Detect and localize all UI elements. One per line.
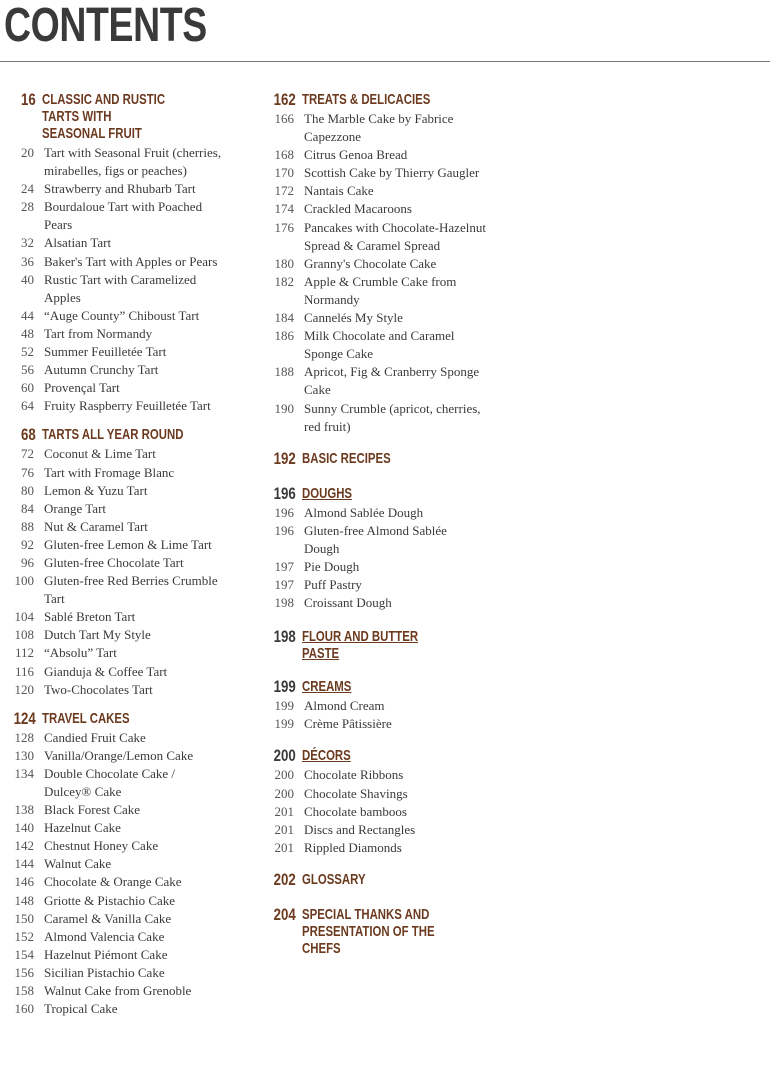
toc-entry[interactable] [0, 681, 255, 699]
entry-page-number: 182 [274, 273, 294, 289]
toc-entry[interactable] [0, 910, 255, 928]
entry-title: Alsatian Tart [44, 235, 112, 251]
entry-page-number: 64 [21, 398, 34, 414]
entry-title: Tart with Seasonal Fruit (cherries, mirabelles, figs or peaches) [44, 145, 222, 179]
toc-entry[interactable] [258, 164, 498, 182]
toc-entry[interactable] [258, 785, 498, 803]
entry-title: Griotte & Pistachio Cake [44, 892, 176, 908]
entry-title: Chocolate Shavings [304, 785, 408, 801]
entry-page-number: 88 [21, 518, 34, 534]
section-page-number: 199 [273, 677, 296, 697]
entry-list [258, 110, 498, 436]
toc-entry[interactable] [258, 839, 498, 857]
entry-title: Bourdaloue Tart with Poached Pears [44, 199, 203, 233]
entry-page-number: 52 [21, 344, 34, 360]
entry-title: Candied Fruit Cake [44, 729, 146, 745]
entry-title: Chestnut Honey Cake [44, 838, 159, 854]
toc-entry[interactable] [0, 572, 255, 608]
entry-title: Lemon & Yuzu Tart [44, 482, 148, 498]
section-title: TREATS & DELICACIES [302, 91, 431, 108]
toc-entry[interactable] [258, 803, 498, 821]
toc-section [258, 906, 498, 957]
toc-entry[interactable] [0, 663, 255, 681]
entry-page-number: 198 [274, 595, 294, 611]
toc-entry[interactable] [258, 255, 498, 273]
entry-page-number: 172 [274, 183, 294, 199]
page-title: CONTENTS [4, 0, 207, 52]
entry-title: Double Chocolate Cake / Dulcey® Cake [44, 765, 176, 799]
entry-page-number: 134 [14, 765, 34, 781]
toc-entry[interactable] [0, 518, 255, 536]
section-heading[interactable] [258, 485, 498, 502]
section-title: DOUGHS [302, 484, 353, 502]
section-heading[interactable] [0, 426, 255, 443]
entry-page-number: 100 [14, 573, 34, 589]
left-column [0, 91, 255, 1029]
section-title: GLOSSARY [302, 870, 366, 888]
entry-title: Gianduja & Coffee Tart [44, 663, 168, 679]
entry-page-number: 196 [274, 522, 294, 538]
section-title: BASIC RECIPES [302, 449, 391, 467]
entry-title: Scottish Cake by Thierry Gaugler [304, 165, 480, 181]
entry-title: Puff Pastry [304, 577, 362, 593]
toc-entry[interactable] [258, 182, 498, 200]
section-title: TRAVEL CAKES [42, 709, 130, 727]
section-page-number: 198 [273, 627, 296, 647]
entry-title: Black Forest Cake [44, 802, 141, 818]
toc-entry[interactable] [0, 500, 255, 518]
toc-entry[interactable] [258, 327, 498, 363]
entry-title: Apricot, Fig & Cranberry Sponge Cake [304, 364, 480, 398]
section-heading[interactable] [258, 871, 498, 888]
section-title: CLASSIC AND RUSTIC TARTS WITH SEASONAL FRUIT [42, 91, 166, 142]
entry-title: Citrus Genoa Bread [304, 147, 408, 163]
toc-entry[interactable] [0, 747, 255, 765]
entry-title: Baker's Tart with Apples or Pears [44, 253, 218, 269]
toc-entry[interactable] [0, 343, 255, 361]
entry-title: Tart from Normandy [44, 325, 153, 341]
entry-title: Discs and Rectangles [304, 821, 416, 837]
entry-list [0, 144, 255, 415]
entry-page-number: 197 [274, 558, 294, 574]
entry-title: Almond Sablée Dough [304, 504, 424, 520]
toc-entry[interactable] [0, 819, 255, 837]
toc-entry[interactable] [258, 219, 498, 255]
entry-title: Caramel & Vanilla Cake [44, 910, 172, 926]
section-page-number: 200 [273, 746, 296, 766]
entry-page-number: 152 [14, 928, 34, 944]
entry-title: Chocolate Ribbons [304, 767, 404, 783]
entry-page-number: 128 [14, 729, 34, 745]
entry-list [258, 504, 498, 613]
section-heading[interactable] [258, 747, 498, 764]
entry-page-number: 201 [274, 821, 294, 837]
toc-entry[interactable] [0, 536, 255, 554]
entry-page-number: 150 [14, 910, 34, 926]
entry-title: Sunny Crumble (apricot, cherries, red fruit) [304, 400, 481, 434]
entry-title: Hazelnut Cake [44, 820, 121, 836]
entry-title: Walnut Cake from Grenoble [44, 983, 192, 999]
entry-title: Tart with Fromage Blanc [44, 464, 175, 480]
entry-title: Provençal Tart [44, 380, 120, 396]
entry-title: Gluten-free Almond Sablée Dough [304, 522, 447, 556]
toc-entry[interactable] [0, 873, 255, 891]
entry-page-number: 174 [274, 201, 294, 217]
toc-entry[interactable] [0, 837, 255, 855]
entry-title: Orange Tart [44, 500, 107, 516]
toc-entry[interactable] [0, 644, 255, 662]
toc-entry[interactable] [258, 200, 498, 218]
entry-page-number: 84 [21, 500, 34, 516]
toc-entry[interactable] [258, 309, 498, 327]
toc-entry[interactable] [0, 982, 255, 1000]
entry-page-number: 96 [21, 554, 34, 570]
entry-title: Crème Pâtissière [304, 716, 392, 732]
toc-section [258, 91, 498, 436]
entry-title: Granny's Chocolate Cake [304, 255, 437, 271]
toc-entry[interactable] [0, 608, 255, 626]
entry-page-number: 184 [274, 310, 294, 326]
entry-page-number: 156 [14, 964, 34, 980]
entry-title: Two-Chocolates Tart [44, 681, 153, 697]
section-title: TARTS ALL YEAR ROUND [42, 426, 184, 444]
toc-entry[interactable] [0, 626, 255, 644]
entry-page-number: 104 [14, 609, 34, 625]
entry-title: Rippled Diamonds [304, 839, 402, 855]
header-divider [0, 61, 770, 62]
entry-page-number: 40 [21, 271, 34, 287]
entry-page-number: 166 [274, 111, 294, 126]
entry-page-number: 112 [14, 645, 34, 661]
entry-page-number: 144 [14, 856, 34, 872]
entry-page-number: 180 [274, 255, 294, 271]
entry-page-number: 201 [274, 839, 294, 855]
entry-page-number: 116 [14, 663, 34, 679]
entry-title: Almond Cream [304, 698, 385, 714]
toc-entry[interactable] [0, 325, 255, 343]
toc-entry[interactable] [258, 110, 498, 146]
toc-entry[interactable] [258, 821, 498, 839]
section-heading[interactable] [0, 91, 255, 142]
entry-title: “Absolu” Tart [44, 645, 117, 661]
toc-entry[interactable] [0, 253, 255, 271]
entry-page-number: 138 [14, 802, 34, 818]
entry-page-number: 32 [21, 235, 34, 251]
toc-section [258, 871, 498, 888]
section-page-number: 68 [21, 425, 36, 445]
entry-list [258, 697, 498, 733]
entry-title: Gluten-free Chocolate Tart [44, 554, 184, 570]
toc-entry[interactable] [0, 397, 255, 415]
toc-section [258, 450, 498, 467]
section-heading[interactable] [258, 450, 498, 467]
entry-page-number: 199 [274, 698, 294, 714]
entry-page-number: 200 [274, 785, 294, 801]
entry-page-number: 160 [14, 1001, 34, 1017]
entry-page-number: 76 [21, 464, 34, 480]
entry-page-number: 56 [21, 362, 34, 378]
entry-title: Fruity Raspberry Feuilletée Tart [44, 398, 211, 414]
toc-entry[interactable] [0, 445, 255, 463]
toc-section [0, 426, 255, 698]
entry-title: Tropical Cake [44, 1001, 118, 1017]
section-heading[interactable] [258, 678, 498, 695]
entry-page-number: 186 [274, 328, 294, 344]
toc-entry[interactable] [0, 729, 255, 747]
toc-section [258, 747, 498, 856]
entry-page-number: 92 [21, 536, 34, 552]
entry-page-number: 168 [274, 147, 294, 163]
toc-entry[interactable] [258, 146, 498, 164]
toc-entry[interactable] [258, 363, 498, 399]
entry-page-number: 188 [274, 364, 294, 380]
toc-entry[interactable] [0, 964, 255, 982]
toc-entry[interactable] [258, 715, 498, 733]
entry-title: Crackled Macaroons [304, 201, 412, 217]
entry-page-number: 44 [21, 307, 34, 323]
entry-page-number: 176 [274, 219, 294, 235]
entry-title: Autumn Crunchy Tart [44, 362, 159, 378]
toc-entry[interactable] [258, 400, 498, 436]
section-heading[interactable] [258, 91, 498, 108]
entry-page-number: 130 [14, 747, 34, 763]
entry-title: Almond Valencia Cake [44, 928, 165, 944]
toc-entry[interactable] [258, 273, 498, 309]
toc-entry[interactable] [0, 198, 255, 234]
toc-entry[interactable] [0, 271, 255, 307]
entry-list [0, 445, 255, 698]
entry-page-number: 108 [14, 627, 34, 643]
entry-title: Milk Chocolate and Caramel Sponge Cake [304, 328, 455, 362]
section-title: SPECIAL THANKS AND PRESENTATION OF THE CHEFS [302, 905, 435, 957]
entry-title: Nantais Cake [304, 183, 374, 199]
toc-entry[interactable] [0, 928, 255, 946]
toc-entry[interactable] [258, 558, 498, 576]
entry-page-number: 48 [21, 325, 34, 341]
section-title: FLOUR AND BUTTER PASTE [302, 628, 419, 663]
entry-title: Cannelés My Style [304, 310, 403, 326]
entry-title: Chocolate & Orange Cake [44, 874, 182, 890]
toc-entry[interactable] [0, 307, 255, 325]
entry-page-number: 148 [14, 892, 34, 908]
entry-page-number: 140 [14, 820, 34, 836]
toc-entry[interactable] [0, 554, 255, 572]
entry-title: “Auge County” Chiboust Tart [44, 307, 200, 323]
entry-page-number: 154 [14, 946, 34, 962]
entry-title: Pie Dough [304, 558, 360, 574]
section-heading[interactable] [258, 628, 498, 662]
section-title: DÉCORS [302, 747, 351, 765]
entry-page-number: 28 [21, 199, 34, 215]
section-page-number: 192 [273, 448, 296, 468]
entry-title: The Marble Cake by Fabrice Capezzone [304, 111, 454, 145]
entry-title: Sicilian Pistachio Cake [44, 964, 165, 980]
toc-entry[interactable] [0, 234, 255, 252]
toc-entry[interactable] [0, 482, 255, 500]
entry-page-number: 20 [21, 145, 34, 160]
toc-entry[interactable] [0, 892, 255, 910]
toc-entry[interactable] [0, 946, 255, 964]
section-page-number: 16 [21, 90, 36, 109]
entry-title: Summer Feuilletée Tart [44, 344, 167, 360]
section-page-number: 196 [273, 483, 296, 503]
toc-section [0, 91, 255, 415]
entry-list [258, 766, 498, 856]
entry-page-number: 196 [274, 504, 294, 520]
entry-page-number: 72 [21, 446, 34, 462]
section-page-number: 202 [273, 869, 296, 889]
entry-page-number: 142 [14, 838, 34, 854]
entry-title: Gluten-free Lemon & Lime Tart [44, 536, 212, 552]
toc-entry[interactable] [0, 379, 255, 397]
entry-page-number: 146 [14, 874, 34, 890]
toc-entry[interactable] [0, 180, 255, 198]
entry-page-number: 201 [274, 803, 294, 819]
section-heading[interactable] [258, 906, 498, 957]
entry-page-number: 80 [21, 482, 34, 498]
entry-title: Nut & Caramel Tart [44, 518, 148, 534]
entry-title: Vanilla/Orange/Lemon Cake [44, 747, 194, 763]
entry-title: Rustic Tart with Caramelized Apples [44, 271, 197, 305]
toc-section [0, 710, 255, 1019]
entry-title: Pancakes with Chocolate-Hazelnut Spread & Caramel Spread [304, 219, 486, 253]
entry-title: Sablé Breton Tart [44, 609, 136, 625]
toc-entry[interactable] [0, 1000, 255, 1018]
toc-entry[interactable] [258, 522, 498, 558]
entry-title: Croissant Dough [304, 595, 392, 611]
entry-page-number: 197 [274, 577, 294, 593]
section-page-number: 204 [273, 904, 296, 924]
toc-entry[interactable] [0, 361, 255, 379]
toc-entry[interactable] [258, 594, 498, 612]
entry-page-number: 36 [21, 253, 34, 269]
entry-page-number: 158 [14, 983, 34, 999]
entry-title: Walnut Cake [44, 856, 112, 872]
toc-section [258, 485, 498, 613]
entry-page-number: 60 [21, 380, 34, 396]
section-page-number: 124 [13, 708, 36, 728]
toc-entry[interactable] [258, 766, 498, 784]
entry-page-number: 199 [274, 716, 294, 732]
section-page-number: 162 [273, 90, 296, 109]
entry-page-number: 120 [14, 681, 34, 697]
toc-entry[interactable] [0, 855, 255, 873]
entry-title: Dutch Tart My Style [44, 627, 151, 643]
entry-title: Hazelnut Piémont Cake [44, 946, 168, 962]
entry-title: Chocolate bamboos [304, 803, 407, 819]
toc-entry[interactable] [258, 697, 498, 715]
entry-title: Gluten-free Red Berries Crumble Tart [44, 573, 218, 607]
entry-list [0, 729, 255, 1019]
toc-entry[interactable] [0, 801, 255, 819]
entry-title: Coconut & Lime Tart [44, 446, 156, 462]
section-heading[interactable] [0, 710, 255, 727]
toc-entry[interactable] [258, 576, 498, 594]
section-title: CREAMS [302, 678, 352, 696]
toc-entry[interactable] [258, 504, 498, 522]
entry-page-number: 170 [274, 165, 294, 181]
toc-entry[interactable] [0, 464, 255, 482]
toc-section [258, 628, 498, 662]
toc-entry[interactable] [0, 144, 255, 180]
entry-title: Apple & Crumble Cake from Normandy [304, 273, 457, 307]
entry-page-number: 200 [274, 767, 294, 783]
entry-page-number: 190 [274, 400, 294, 416]
toc-section [258, 678, 498, 733]
right-column [258, 91, 498, 968]
toc-entry[interactable] [0, 765, 255, 801]
entry-page-number: 24 [21, 181, 34, 197]
entry-title: Strawberry and Rhubarb Tart [44, 181, 196, 197]
